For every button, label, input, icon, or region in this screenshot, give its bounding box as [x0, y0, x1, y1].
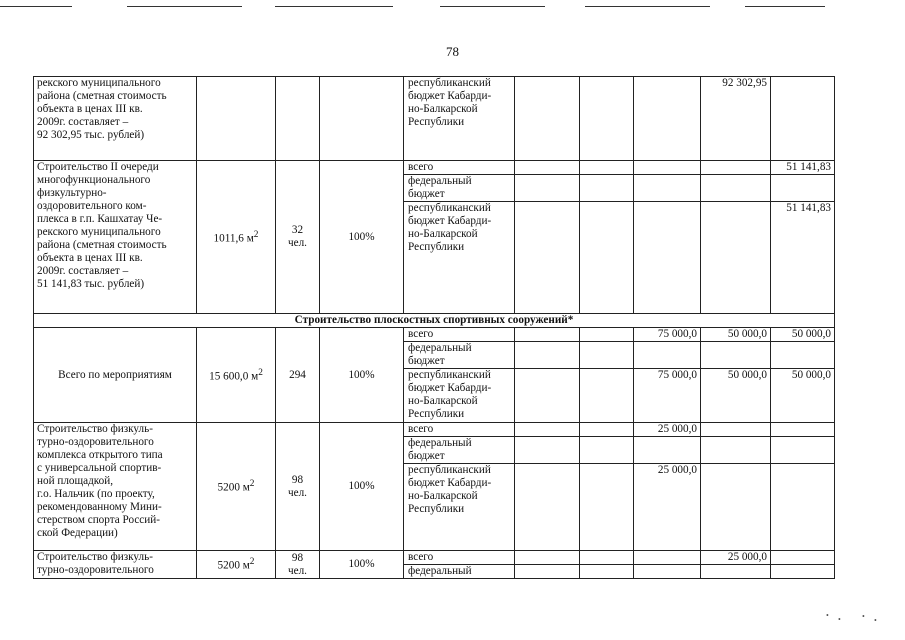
value-cell [515, 369, 580, 423]
page-number: 78 [446, 44, 459, 59]
measure-name-cell: Всего по мероприятиям [34, 328, 197, 423]
value-cell [515, 342, 580, 369]
value-cell [701, 565, 771, 579]
value-cell [634, 161, 701, 175]
value-cell [634, 175, 701, 202]
capacity-cell: 98 чел. [276, 551, 320, 579]
value-cell: 25 000,0 [634, 464, 701, 551]
value-cell [701, 423, 771, 437]
top-rule-3 [275, 6, 393, 7]
share-cell: 100% [320, 551, 404, 579]
value-cell [580, 161, 634, 175]
value-cell: 75 000,0 [634, 328, 701, 342]
scan-speck-mark: • [862, 612, 865, 621]
area-unit: м [242, 559, 250, 572]
area-value: 5200 [217, 559, 243, 572]
measure-name-cell: Строительство физкуль- турно-оздоровительного [34, 551, 197, 579]
value-cell [515, 551, 580, 565]
value-cell [634, 437, 701, 464]
funding-source-cell: всего [404, 328, 515, 342]
value-cell [701, 464, 771, 551]
value-cell [580, 423, 634, 437]
value-cell [634, 77, 701, 161]
value-cell [634, 202, 701, 314]
area-cell [197, 77, 276, 161]
table-row [34, 77, 835, 161]
funding-source-cell: федеральный бюджет [404, 175, 515, 202]
capacity-cell: 98 чел. [276, 423, 320, 551]
area-cell [197, 161, 276, 314]
scan-speck-mark: • [826, 611, 829, 620]
measure-name-cell: Строительство физкуль- турно-оздоровительного комплекса открытого типа с универсальной спортив- ной площадкой, г.о. Нальчик (по проекту, рекомендованному Мини- стерством спорта Россий- ской Федерации) [34, 423, 197, 551]
value-cell [580, 437, 634, 464]
value-cell [634, 565, 701, 579]
top-rule-1 [0, 6, 72, 7]
value-cell [515, 175, 580, 202]
funding-source-cell: всего [404, 423, 515, 437]
scan-speck-mark: • [838, 615, 841, 624]
funding-source-cell: республиканский бюджет Кабарди- но-Балкарской Республики [404, 369, 515, 423]
value-cell: 75 000,0 [634, 369, 701, 423]
value-cell: 25 000,0 [634, 423, 701, 437]
funding-source-cell: федеральный [404, 565, 515, 579]
value-cell [771, 77, 835, 161]
value-cell [580, 551, 634, 565]
value-cell [580, 464, 634, 551]
top-rule-2 [127, 6, 242, 7]
value-cell [515, 202, 580, 314]
value-cell [580, 202, 634, 314]
value-cell [515, 328, 580, 342]
value-cell [771, 342, 835, 369]
budget-table [33, 76, 835, 579]
capacity-cell: 294 [276, 328, 320, 423]
value-cell [515, 77, 580, 161]
capacity-cell [276, 77, 320, 161]
area-unit: м [242, 481, 250, 494]
area-cell [197, 328, 276, 423]
value-cell [771, 437, 835, 464]
value-cell [580, 565, 634, 579]
funding-source-cell: всего [404, 161, 515, 175]
area-unit-exponent: 2 [258, 367, 263, 378]
scan-speck-mark: • [874, 616, 877, 625]
value-cell: 25 000,0 [701, 551, 771, 565]
value-cell [771, 565, 835, 579]
share-cell: 100% [320, 423, 404, 551]
measure-name-cell: рекского муниципального района (сметная стоимость объекта в ценах III кв. 2009г. составляет – 92 302,95 тыс. рублей) [34, 77, 197, 161]
capacity-cell: 32 чел. [276, 161, 320, 314]
value-cell [701, 437, 771, 464]
measure-name-cell: Строительство II очереди многофункционального физкультурно- оздоровительного ком- плекса в г.п. Кашхатау Че- рекского муниципального района (сметная стоимость объекта в ценах III кв. 2009г. составляет – 51 141,83 тыс. рублей) [34, 161, 197, 314]
top-rule-6 [745, 6, 825, 7]
area-unit-exponent: 2 [253, 229, 259, 240]
table-row [34, 161, 835, 175]
value-cell [771, 551, 835, 565]
value-cell [701, 161, 771, 175]
value-cell [701, 175, 771, 202]
area-value: 1011,6 [213, 232, 247, 245]
value-cell [771, 423, 835, 437]
value-cell [580, 328, 634, 342]
value-cell [701, 342, 771, 369]
value-cell [580, 369, 634, 423]
share-cell [320, 77, 404, 161]
value-cell [515, 161, 580, 175]
funding-source-cell: республиканский бюджет Кабарди- но-Балкарской Республики [404, 77, 515, 161]
funding-source-cell: республиканский бюджет Кабарди- но-Балкарской Республики [404, 202, 515, 314]
top-rule-4 [440, 6, 545, 7]
table-row [34, 423, 835, 437]
area-value: 15 600,0 [209, 370, 252, 383]
area-cell [197, 423, 276, 551]
value-cell: 51 141,83 [771, 202, 835, 314]
area-unit-exponent: 2 [249, 479, 255, 490]
value-cell: 51 141,83 [771, 161, 835, 175]
funding-source-cell: республиканский бюджет Кабарди- но-Балкарской Республики [404, 464, 515, 551]
top-rule-5 [585, 6, 710, 7]
value-cell [515, 423, 580, 437]
funding-source-cell: всего [404, 551, 515, 565]
value-cell [701, 202, 771, 314]
area-cell [197, 551, 276, 579]
value-cell [771, 464, 835, 551]
value-cell [634, 342, 701, 369]
value-cell: 50 000,0 [701, 369, 771, 423]
value-cell [634, 551, 701, 565]
share-cell: 100% [320, 161, 404, 314]
value-cell [515, 437, 580, 464]
table-row [34, 328, 835, 342]
funding-source-cell: федеральный бюджет [404, 342, 515, 369]
value-cell [580, 342, 634, 369]
value-cell [515, 464, 580, 551]
value-cell [515, 565, 580, 579]
value-cell: 50 000,0 [771, 328, 835, 342]
area-unit: м [251, 370, 259, 383]
value-cell [771, 175, 835, 202]
share-cell: 100% [320, 328, 404, 423]
table-row [34, 551, 835, 565]
value-cell [580, 77, 634, 161]
value-cell: 92 302,95 [701, 77, 771, 161]
value-cell [580, 175, 634, 202]
area-unit: м [246, 232, 254, 245]
table-row [34, 314, 835, 328]
section-title: Строительство плоскостных спортивных сооружений* [34, 314, 835, 328]
value-cell: 50 000,0 [771, 369, 835, 423]
value-cell: 50 000,0 [701, 328, 771, 342]
area-value: 5200 [217, 481, 243, 494]
area-unit-exponent: 2 [249, 557, 255, 568]
funding-source-cell: федеральный бюджет [404, 437, 515, 464]
